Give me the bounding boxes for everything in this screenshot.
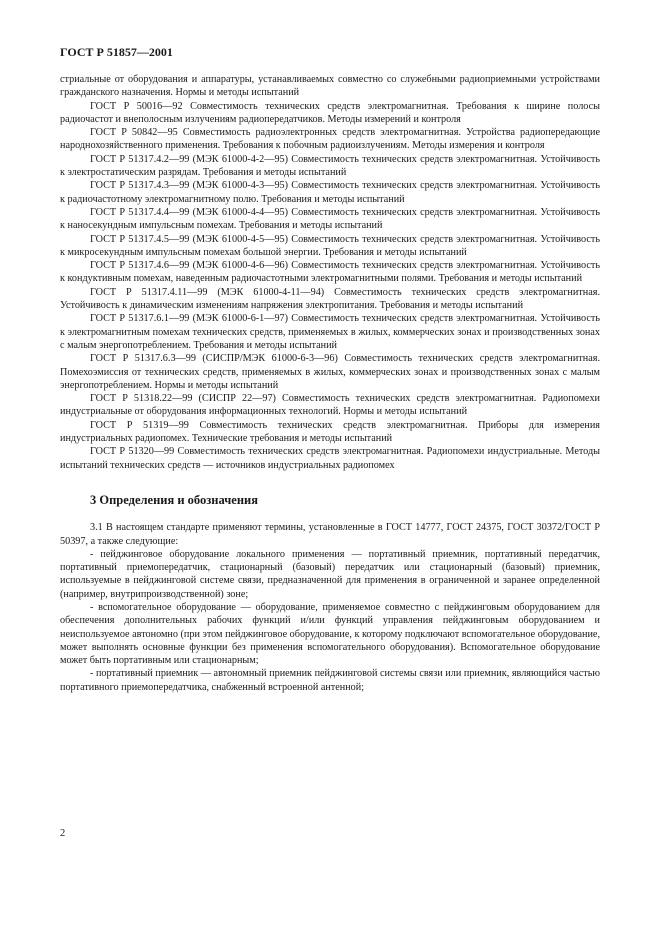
reference-item: ГОСТ Р 51318.22—99 (СИСПР 22—97) Совместимость технических средств электромагнитная. Радиопомехи индустриальные от оборудования информационных технологий. Нормы и методы испытаний (60, 393, 600, 418)
definition-item: - портативный приемник — автономный приемник пейджинговой системы связи или приемник, являющийся частью портативного приемопередатчика, снабженный встроенной антенной; (60, 668, 600, 693)
section-title: 3 Определения и обозначения (90, 492, 259, 507)
reference-item: ГОСТ Р 51317.4.5—99 (МЭК 61000-4-5—95) Совместимость технических средств электромагнитная. Устойчивость к микросекундным импульсным помехам большой энергии. Требования и методы испытаний (60, 233, 600, 258)
document-body (60, 73, 600, 694)
page-number: 2 (60, 828, 66, 839)
reference-item: ГОСТ Р 51317.4.6—99 (МЭК 61000-4-6—96) Совместимость технических средств электромагнитная. Устойчивость к кондуктивным помехам, наведенным радиочастотными электромагнитными полями. Требования и методы испытаний (60, 260, 600, 285)
reference-item: ГОСТ Р 51317.6.1—99 (МЭК 61000-6-1—97) Совместимость технических средств электромагнитная. Устойчивость к электромагнитным помехам технических средств, применяемых в жилых, коммерческих зонах и производственных зонах с малым энергопотреблением. Требования и методы испытаний (60, 313, 600, 351)
reference-item: ГОСТ Р 51319—99 Совместимость технических средств электромагнитная. Приборы для измерения индустриальных радиопомех. Технические требования и методы испытаний (60, 419, 600, 445)
section-paragraph: 3.1 В настоящем стандарте применяют термины, установленные в ГОСТ 14777, ГОСТ 24375, ГОСТ 30372/ГОСТ Р 50397, а также следующие: (60, 522, 600, 547)
document-id: ГОСТ Р 51857—2001 (60, 45, 173, 59)
reference-item: ГОСТ Р 51320—99 Совместимость технических средств электромагнитная. Радиопомехи индустриальные. Методы испытаний технических средств — источников индустриальных радиопомех (60, 446, 600, 471)
reference-item: ГОСТ Р 51317.4.3—99 (МЭК 61000-4-3—95) Совместимость технических средств электромагнитная. Устойчивость к радиочастотному электромагнитному полю. Требования и методы испытаний (60, 180, 600, 205)
reference-item: ГОСТ Р 51317.6.3—99 (СИСПР/МЭК 61000-6-3—96) Совместимость технических средств электромагнитная. Помехоэмиссия от технических средств, применяемых в жилых, коммерческих зонах и производственных зонах с малым энергопотреблением. Нормы и методы испытаний (60, 353, 600, 391)
reference-item: ГОСТ Р 51317.4.11—99 (МЭК 61000-4-11—94) Совместимость технических средств электромагнитная. Устойчивость к динамическим изменениям напряжения электропитания. Требования и методы испытаний (60, 286, 600, 312)
reference-item: ГОСТ Р 50016—92 Совместимость технических средств электромагнитная. Требования к ширине полосы радиочастот и внеполосным излучениям радиопередатчиков. Методы измерений и контроля (60, 100, 600, 125)
reference-continuation: стриальные от оборудования и аппаратуры, устанавливаемых совместно со служебными радиоприемными устройствами гражданского назначения. Нормы и методы испытаний (60, 74, 600, 99)
reference-item: ГОСТ Р 51317.4.4—99 (МЭК 61000-4-4—95) Совместимость технических средств электромагнитная. Устойчивость к наносекундным импульсным помехам. Требования и методы испытаний (60, 206, 600, 232)
definition-item: - вспомогательное оборудование — оборудование, применяемое совместно с пейджинговым оборудованием для обеспечения дополнительных рабочих функций и/или функций управления пейджинговым оборудованием и неиспользуемое автономно (при этом пейджинговое оборудование, к которому подключают вспомогательное оборудование, может выполнять основные функции без применения вспомогательного оборудования). Вспомогательное оборудование может быть портативным или стационарным; (60, 601, 600, 667)
reference-item: ГОСТ Р 51317.4.2—99 (МЭК 61000-4-2—95) Совместимость технических средств электромагнитная. Устойчивость к электростатическим разрядам. Требования и методы испытаний (60, 153, 600, 179)
reference-item: ГОСТ Р 50842—95 Совместимость радиоэлектронных средств электромагнитная. Устройства радиопередающие народнохозяйственного применения. Требования к побочным радиоизлучениям. Методы измерения и контроля (60, 127, 600, 152)
definition-item: - пейджинговое оборудование локального применения — портативный приемник, портативный передатчик, портативный приемопередатчик, стационарный (базовый) передатчик или стационарный (базовый) приемник, используемые в пейджинговой системе связи, предназначенной для применения в ограниченной и заранее определенной (например, внутрипроизводственной) зоне; (60, 548, 600, 600)
